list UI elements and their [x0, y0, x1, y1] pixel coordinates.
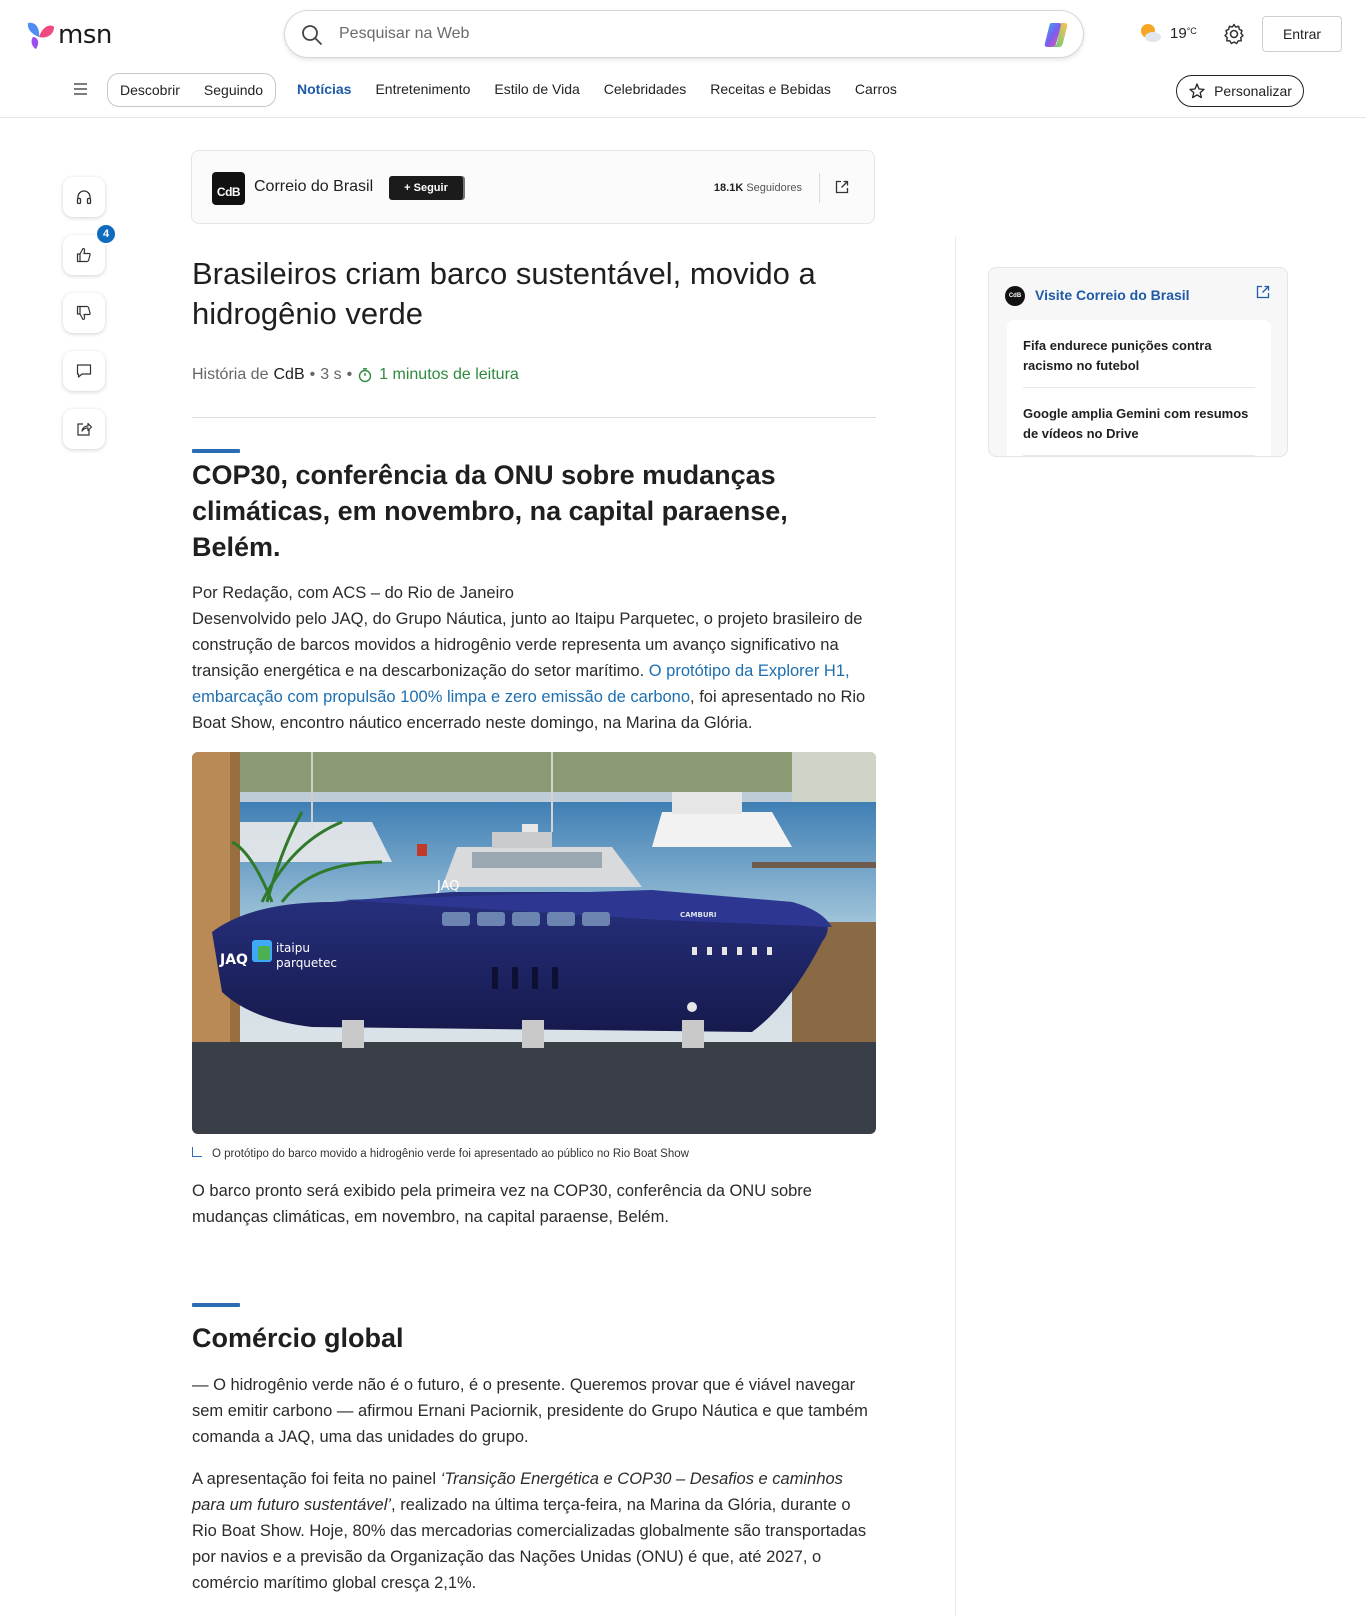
follow-button[interactable]: + Seguir — [389, 176, 463, 200]
nav-link-noticias[interactable]: Notícias — [297, 81, 352, 97]
followers-count: 18.1K Seguidores — [713, 182, 802, 194]
read-time — [357, 366, 519, 384]
meta-source[interactable]: CdB — [273, 366, 305, 383]
photo-caption-text: O protótipo do barco movido a hidrogênio verde foi apresentado ao público no Rio Boat Show — [212, 1148, 689, 1160]
stopwatch-icon — [357, 367, 373, 383]
title-divider — [192, 417, 876, 418]
partly-cloudy-icon — [1138, 22, 1162, 44]
like-count-badge: 4 — [95, 223, 117, 245]
nav-link-receitas-e-bebidas[interactable]: Receitas e Bebidas — [710, 81, 831, 97]
open-external-icon[interactable] — [1255, 284, 1271, 300]
personalize-label: Personalizar — [1214, 83, 1292, 99]
list-item[interactable]: Fifa endurece punições contra racismo no futebol — [1023, 320, 1255, 388]
section-heading-cop30: COP30, conferência da ONU sobre mudanças climáticas, em novembro, na capital paraense, Belém. — [192, 460, 788, 562]
nav-link-celebridades[interactable]: Celebridades — [603, 81, 687, 97]
nav-link-entretenimento[interactable]: Entretenimento — [375, 81, 471, 97]
photo-caption — [192, 1148, 689, 1160]
boat-brand-small: JAQ — [437, 879, 460, 894]
weather-temperature: $19^{^\circ C}$ — [1170, 24, 1197, 42]
personalize-button[interactable] — [1176, 75, 1304, 107]
section-accent-bar — [192, 449, 240, 453]
article-paragraph-2: O barco pronto será exibido pela primeira vez na COP30, conferência da ONU sobre mudanças climáticas, em novembro, na capital paraense, Belém. — [192, 1182, 812, 1226]
tab-descobrir[interactable]: Descobrir — [120, 82, 180, 98]
hamburger-menu-icon[interactable] — [72, 82, 90, 96]
read-time-label: 1 minutos de leitura — [379, 366, 519, 383]
boat-name-text: CAMBURI — [680, 911, 717, 919]
share-icon — [75, 420, 93, 438]
boat-brand-large: JAQ — [220, 952, 248, 968]
list-item[interactable]: Google amplia Gemini com resumos de vídeos no Drive — [1023, 388, 1255, 456]
section-heading-comercio-global: Comércio global — [192, 1323, 404, 1353]
comment-button[interactable] — [63, 351, 105, 391]
msn-logo-text: msn — [58, 20, 112, 50]
article-paragraph-1: Desenvolvido pelo JAQ, do Grupo Náutica, junto ao Itaipu Parquetec, o projeto brasileiro de construção de barcos movidos a hidrogênio verde representa um avanço significativo na transição energética e na descarbonização do setor marítimo. O protótipo da Explorer H1, embarcação com propulsão 100% limpa e zero emissão de carbono, foi apresentado no Rio Boat Show, encontro náutico encerrado neste domingo, na Marina da Glória. — [192, 610, 866, 732]
nav-link-estilo-de-vida[interactable]: Estilo de Vida — [494, 81, 580, 97]
dislike-button[interactable] — [63, 293, 105, 333]
nav-link-carros[interactable]: Carros — [854, 81, 897, 97]
column-divider — [955, 236, 956, 1616]
like-button[interactable] — [63, 228, 110, 275]
meta-dot: • — [309, 366, 316, 383]
thumbs-down-icon — [75, 304, 93, 322]
thumbs-up-icon — [75, 246, 93, 264]
article-action-rail — [63, 177, 110, 465]
sidebar-publisher-logo: CdB — [1005, 286, 1025, 306]
publisher-logo[interactable]: CdB — [212, 172, 245, 205]
panel-title-italic: ‘Transição Energética e COP30 – Desafios e caminhos para um futuro sustentável’ — [192, 1470, 843, 1514]
copilot-icon[interactable] — [1041, 20, 1071, 50]
comment-icon — [75, 362, 93, 380]
search-icon — [301, 24, 323, 46]
boat-itaipu-text: itaipu — [276, 941, 310, 955]
share-button[interactable] — [63, 409, 105, 449]
boat-parquetec-text: parquetec — [276, 956, 337, 970]
sign-in-button[interactable]: Entrar — [1262, 16, 1342, 52]
article-meta — [192, 366, 519, 384]
category-nav — [0, 72, 1366, 110]
prototype-link[interactable]: O protótipo da Explorer H1, embarcação com propulsão 100% limpa e zero emissão de carbono — [192, 662, 850, 706]
meta-prefix: História de — [192, 366, 269, 383]
article-byline: Por Redação, com ACS – do Rio de Janeiro — [192, 584, 514, 602]
visit-publisher-link[interactable]: Visite Correio do Brasil — [1035, 287, 1190, 303]
search-input[interactable] — [339, 11, 999, 57]
publisher-more-card — [988, 267, 1288, 457]
publisher-headlines — [1007, 320, 1271, 457]
msn-butterfly-icon — [24, 19, 56, 51]
headphones-icon — [75, 188, 93, 206]
article-paragraph-4: A apresentação foi feita no painel ‘Transição Energética e COP30 – Desafios e caminhos para um futuro sustentável’, realizado na última terça-feira, na Marina da Glória, durante o Rio Boat Show. Hoje, 80% das mercadorias comercializadas globalmente são transportadas por navios e a previsão da Organização das Nações Unidas (ONU) é que, até 2027, o comércio marítimo global cresça 2,1%. — [192, 1470, 867, 1592]
meta-time: 3 s — [320, 366, 342, 383]
nav-links — [297, 81, 897, 97]
listen-button[interactable] — [63, 177, 105, 217]
feed-toggle — [107, 73, 276, 107]
tab-seguindo[interactable]: Seguindo — [203, 82, 264, 98]
star-sparkle-icon — [1188, 82, 1206, 100]
publisher-divider — [819, 173, 820, 203]
settings-gear-icon[interactable] — [1222, 22, 1246, 46]
weather-widget[interactable] — [1138, 22, 1197, 44]
meta-dot: • — [346, 366, 353, 383]
boat-prototype-image — [192, 752, 876, 1134]
section-accent-bar — [192, 1303, 240, 1307]
article-paragraph-3: — O hidrogênio verde não é o futuro, é o presente. Queremos provar que é viável navegar sem emitir carbono — afirmou Ernani Paciornik, presidente do Grupo Náutica e que também comanda a JAQ, uma das unidades do grupo. — [192, 1376, 868, 1446]
article-title: Brasileiros criam barco sustentável, movido a hidrogênio verde — [192, 256, 816, 331]
publisher-card — [191, 150, 875, 224]
article-photo[interactable] — [192, 752, 876, 1134]
caption-corner-icon — [192, 1147, 202, 1157]
publisher-name[interactable]: Correio do Brasil — [254, 178, 374, 195]
top-bar — [0, 0, 1366, 118]
search-box[interactable] — [284, 10, 1084, 58]
open-external-icon[interactable] — [834, 179, 850, 195]
msn-logo[interactable] — [24, 18, 112, 52]
